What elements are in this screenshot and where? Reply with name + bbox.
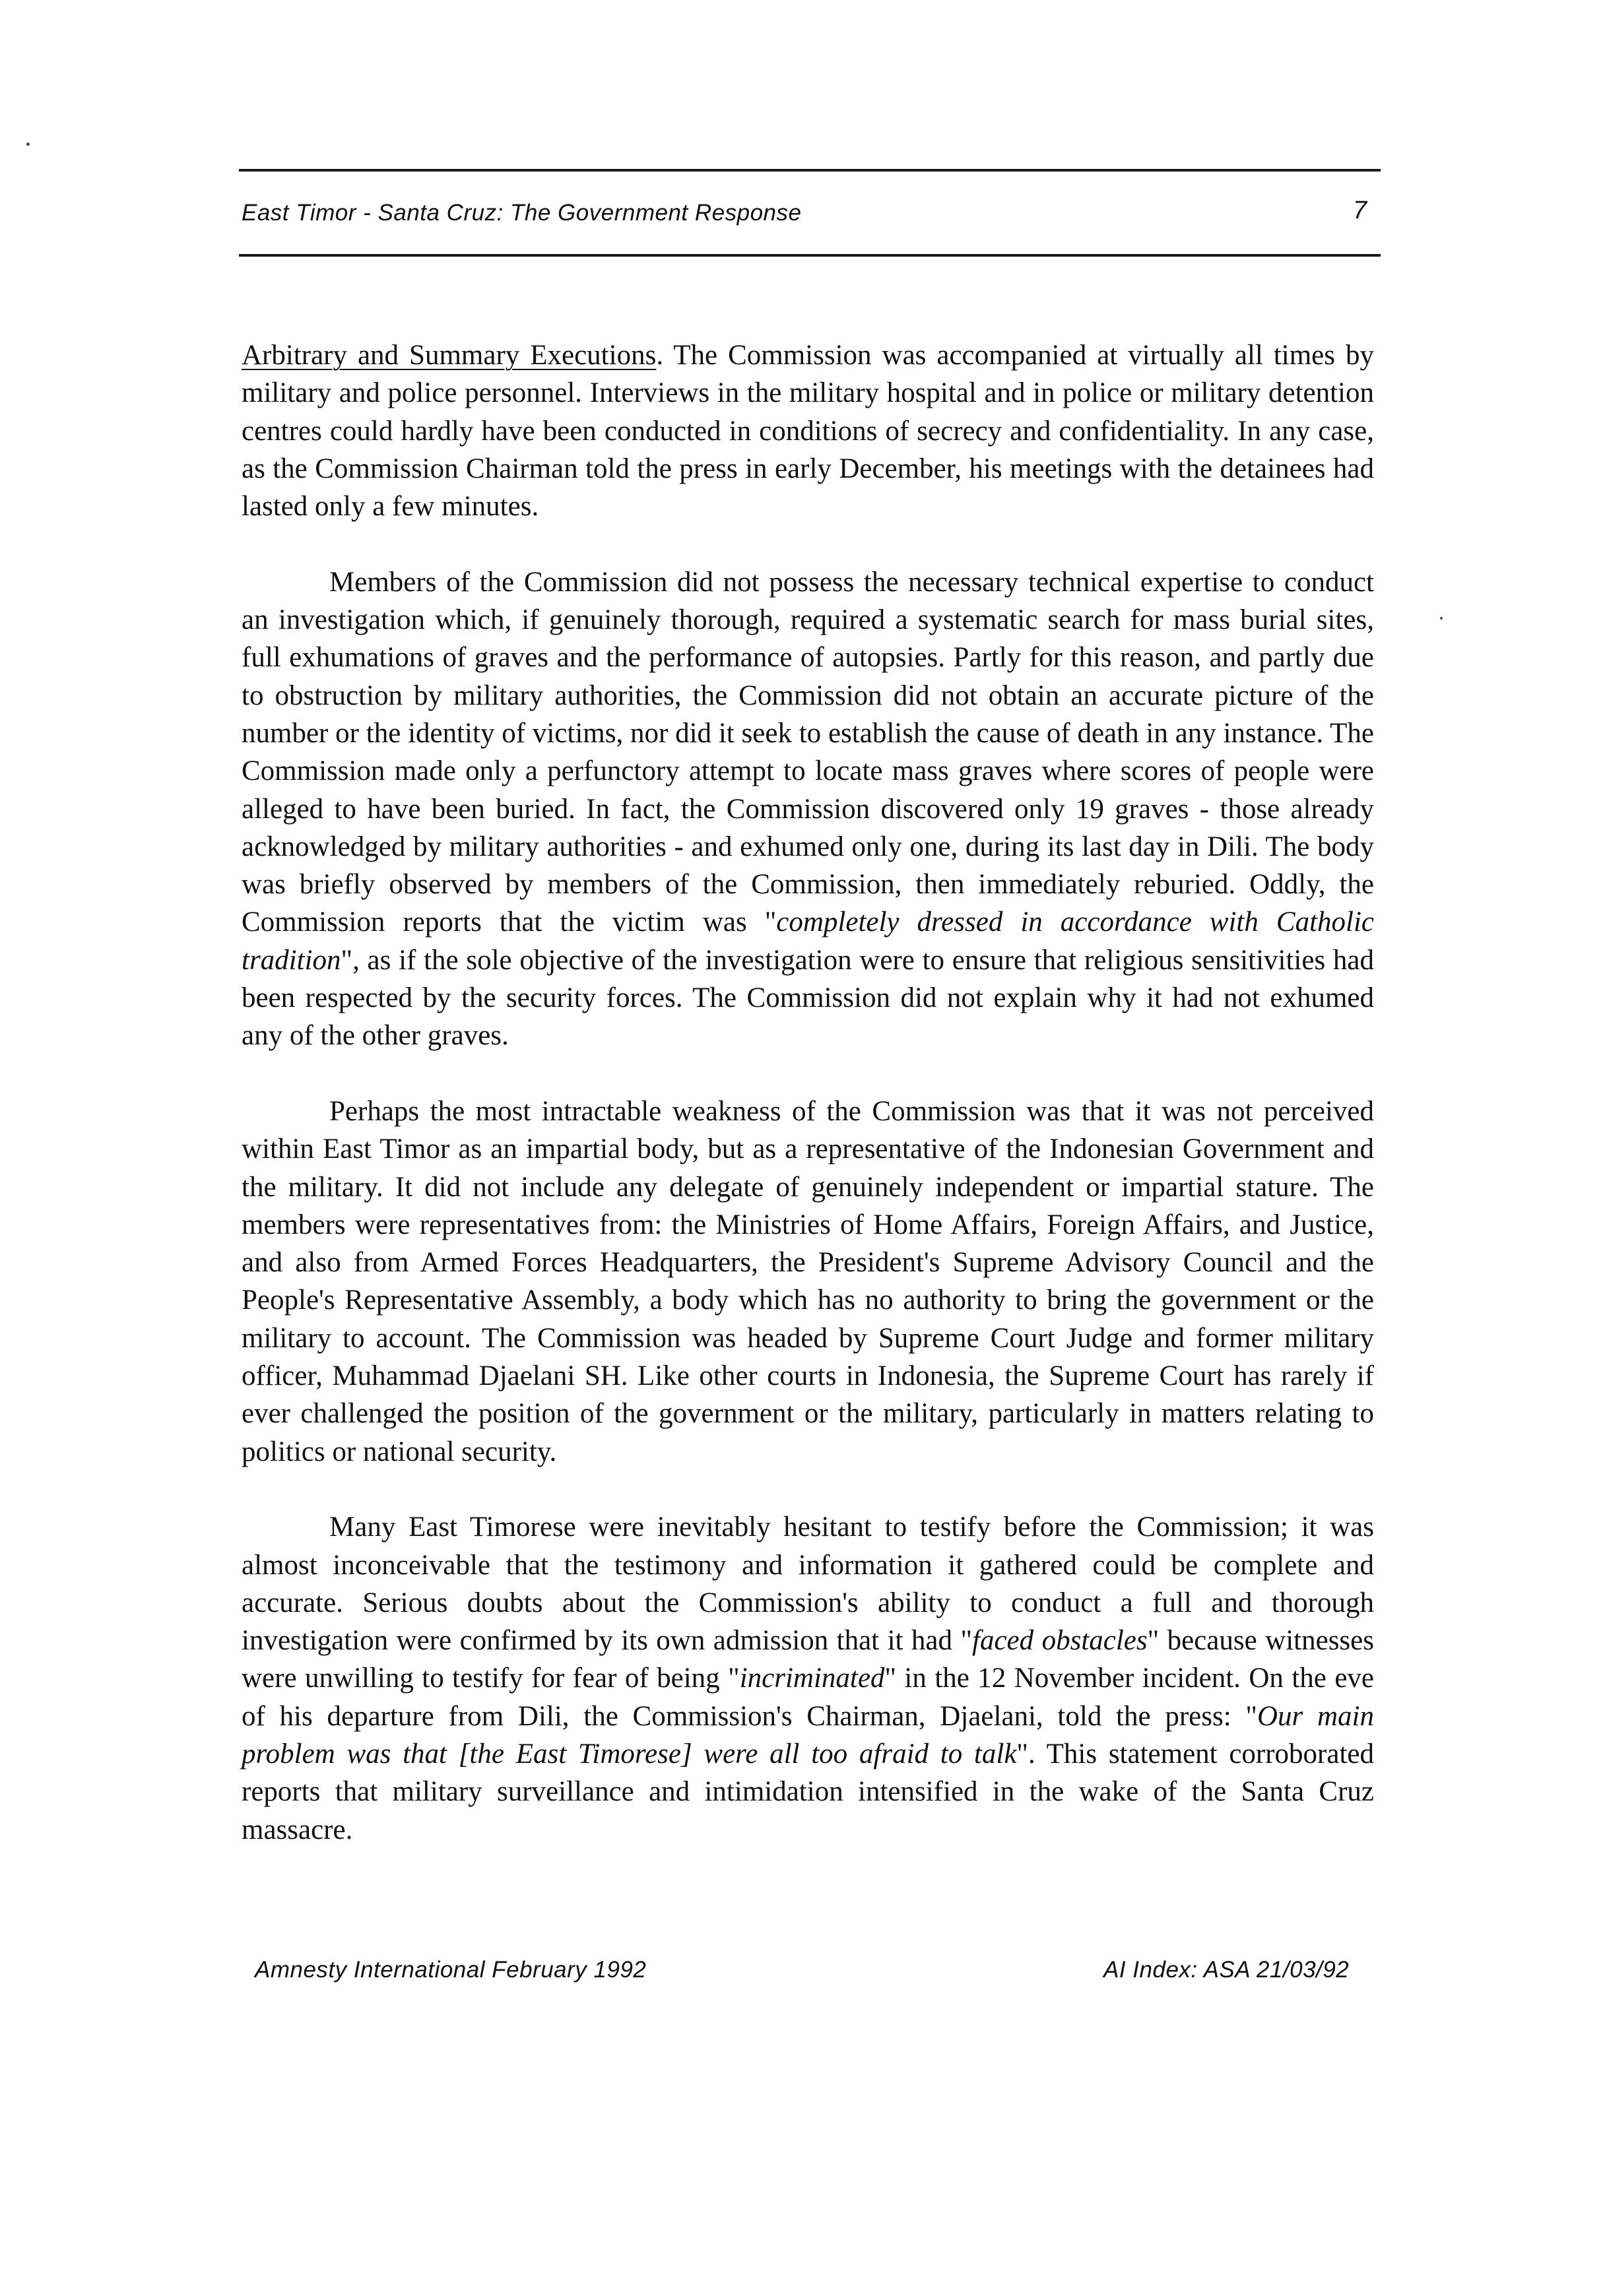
paragraph-4-text-a: Many East Timorese were inevitably hesitant to testify before the Commission; it was almost inconceivable that the testimony and information it gathered could be complete and accurate. Serious doubts about the Commission's ability to conduct a full and thorough investigation were confirmed by its own admission that it had " [242, 1512, 1374, 1657]
quote-faced-obstacles: faced obstacles [972, 1625, 1148, 1657]
running-header-title: East Timor - Santa Cruz: The Government Response [242, 200, 802, 226]
paragraph-4 [242, 1508, 1374, 1849]
paragraph-1 [242, 336, 1374, 525]
scan-speck [1440, 617, 1443, 620]
paragraph-2-text-a: Members of the Commission did not possess the necessary technical expertise to conduct an investigation which, if genuinely thorough, required a systematic search for mass burial sites, full exhumations of graves and the performance of autopsies. Partly for this reason, and partly due to obstruction by military authorities, the Commission did not obtain an accurate picture of the number or the identity of victims, nor did it seek to establish the cause of death in any instance. The Commission made only a perfunctory attempt to locate mass graves where scores of people were alleged to have been buried. In fact, the Commission discovered only 19 graves - those already acknowledged by military authorities - and exhumed only one, during its last day in Dili. The body was briefly observed by members of the Commission, then immediately reburied. Oddly, the Commission reports that the victim was " [242, 566, 1374, 938]
body-text [242, 336, 1374, 1849]
page-number: 7 [1353, 197, 1367, 224]
paragraph-1-text: . The Commission was accompanied at virtually all times by military and police personnel. Interviews in the military hospital and in police or military detention centres could hardly have been conducted in conditions of secrecy and confidentiality. In any case, as the Commission Chairman told the press in early December, his meetings with the detainees had lasted only a few minutes. [242, 340, 1374, 523]
footer-publisher-date: Amnesty International February 1992 [255, 1957, 647, 1983]
scan-speck [26, 143, 30, 146]
header-rule-top [239, 169, 1381, 172]
quote-djaelani: Our main problem was that [the East Timorese] were all too afraid to talk [242, 1700, 1374, 1770]
paragraph-4-text-d: ". This statement corroborated reports that military surveillance and intimidation intensified in the wake of the Santa Cruz massacre. [242, 1738, 1374, 1845]
paragraph-2-text-b: ", as if the sole objective of the investigation were to ensure that religious sensitivities had been respected by the security forces. The Commission did not explain why it had not exhumed any of the other graves. [242, 944, 1374, 1052]
section-heading: Arbitrary and Summary Executions [242, 340, 657, 371]
footer-ai-index: AI Index: ASA 21/03/92 [1103, 1957, 1350, 1983]
paragraph-4-text-b: " because witnesses were unwilling to testify for fear of being " [242, 1625, 1374, 1694]
paragraph-4-text-c: " in the 12 November incident. On the eve of his departure from Dili, the Commission's Chairman, Djaelani, told the press: " [242, 1663, 1374, 1732]
quote-incriminated: incriminated [739, 1663, 885, 1694]
quote-catholic-tradition: completely dressed in accordance with Catholic tradition [242, 907, 1375, 976]
paragraph-3: Perhaps the most intractable weakness of the Commission was that it was not perceived within East Timor as an impartial body, but as a representative of the Indonesian Government and the military. It did not include any delegate of genuinely independent or impartial stature. The members were representatives from: the Ministries of Home Affairs, Foreign Affairs, and Justice, and also from Armed Forces Headquarters, the President's Supreme Advisory Council and the People's Representative Assembly, a body which has no authority to bring the government or the military to account. The Commission was headed by Supreme Court Judge and former military officer, Muhammad Djaelani SH. Like other courts in Indonesia, the Supreme Court has rarely if ever challenged the position of the government or the military, particularly in matters relating to politics or national security. [242, 1095, 1374, 1467]
paragraph-2 [242, 563, 1374, 1055]
header-rule-bottom [239, 254, 1381, 257]
